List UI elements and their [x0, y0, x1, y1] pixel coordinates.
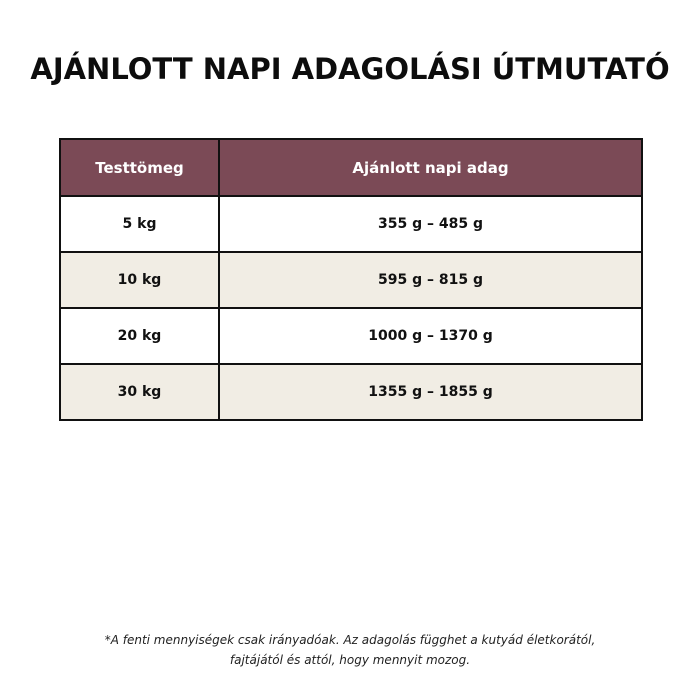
cell-daily-amount: 1000 g – 1370 g — [219, 308, 642, 364]
footnote-line-1: *A fenti mennyiségek csak irányadóak. Az adagolás függhet a kutyád életkorától, — [104, 633, 596, 647]
table-row — [60, 196, 642, 252]
feeding-table-container — [59, 138, 641, 421]
table-row — [60, 308, 642, 364]
cell-daily-amount: 355 g – 485 g — [219, 196, 642, 252]
cell-body-weight: 20 kg — [60, 308, 219, 364]
header-daily-amount: Ajánlott napi adag — [219, 139, 642, 196]
cell-daily-amount: 1355 g – 1855 g — [219, 364, 642, 420]
cell-daily-amount: 595 g – 815 g — [219, 252, 642, 308]
cell-body-weight: 10 kg — [60, 252, 219, 308]
cell-body-weight: 5 kg — [60, 196, 219, 252]
footnote — [40, 630, 660, 670]
footnote-line-2: fajtájától és attól, hogy mennyit mozog. — [229, 653, 471, 667]
page-title: AJÁNLOTT NAPI ADAGOLÁSI ÚTMUTATÓ — [30, 52, 670, 86]
header-body-weight: Testtömeg — [60, 139, 219, 196]
cell-body-weight: 30 kg — [60, 364, 219, 420]
table-row — [60, 364, 642, 420]
feeding-table — [59, 138, 643, 421]
table-header-row — [60, 139, 642, 196]
table-row — [60, 252, 642, 308]
